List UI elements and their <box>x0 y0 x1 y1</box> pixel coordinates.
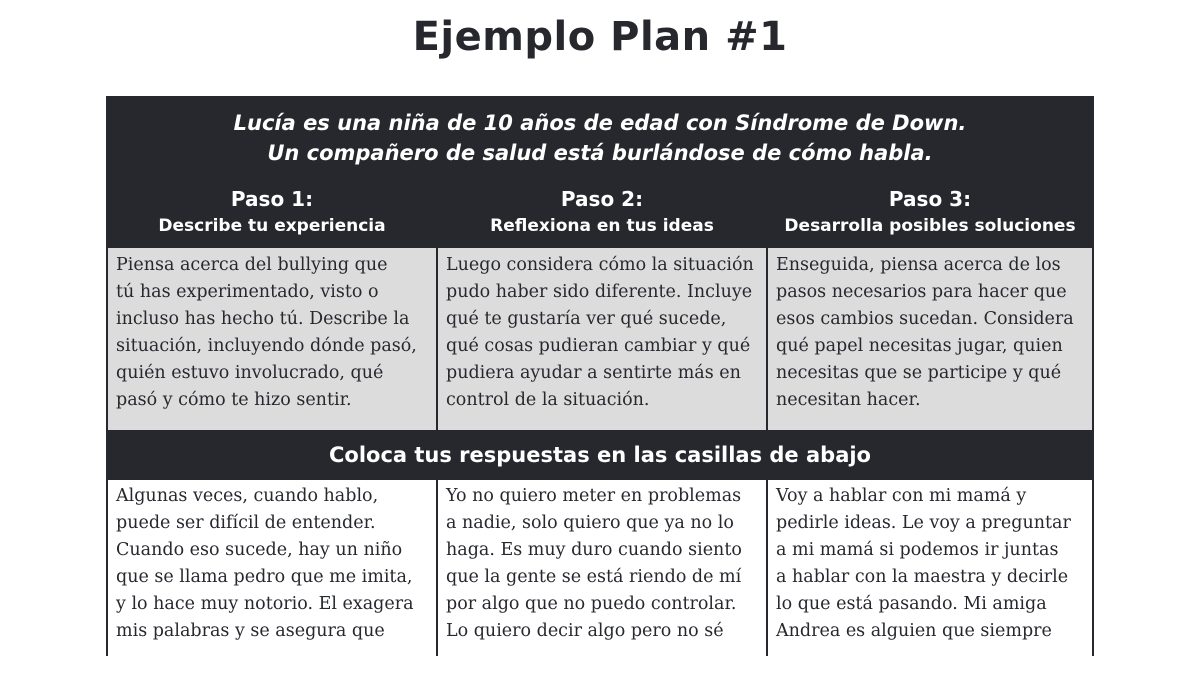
answer-line: Cuando eso sucede, hay un niño <box>116 540 403 560</box>
description-line: incluso has hecho tú. Describe la <box>116 309 410 329</box>
step-2-subtitle: Reflexiona en tus ideas <box>490 216 714 236</box>
answer-line: Yo no quiero meter en problemas <box>446 486 742 506</box>
answer-line: haga. Es muy duro cuando siento <box>446 540 742 560</box>
step-1-label: Paso 1: <box>230 187 314 211</box>
description-line: control de la situación. <box>446 390 650 410</box>
description-line: qué te gustaría ver qué sucede, <box>446 309 727 329</box>
scenario-header <box>108 98 1092 174</box>
answer-line: mis palabras y se asegura que <box>116 621 385 641</box>
step-1-answer <box>108 480 436 680</box>
description-line: pudiera ayudar a sentirte más en <box>446 363 741 383</box>
step-3-answer <box>768 480 1092 680</box>
answer-line: puede ser difícil de entender. <box>116 513 376 533</box>
answers-row <box>108 480 1092 680</box>
description-line: situación, incluyendo dónde pasó, <box>116 336 417 356</box>
answer-line: Lo quiero decir algo pero no sé <box>446 621 724 641</box>
answer-line: pedirle ideas. Le voy a preguntar <box>776 513 1071 533</box>
scenario-line: Un compañero de salud está burlándose de cómo habla. <box>267 141 933 165</box>
description-line: tú has experimentado, visto o <box>116 282 379 302</box>
step-1-header <box>108 176 436 246</box>
description-line: necesitan hacer. <box>776 390 921 410</box>
description-line: Luego considera cómo la situación <box>446 255 754 275</box>
step-2-answer <box>438 480 766 680</box>
answer-line: a mi mamá si podemos ir juntas <box>776 540 1059 560</box>
answer-line: por algo que no puedo controlar. <box>446 594 737 614</box>
answer-line: Voy a hablar con mi mamá y <box>776 486 1027 506</box>
description-line: pasó y cómo te hizo sentir. <box>116 390 352 410</box>
description-line: quién estuvo involucrado, qué <box>116 363 384 383</box>
plan-table <box>106 96 1094 656</box>
answer-line: que la gente se está riendo de mí <box>446 567 742 587</box>
step-headers-row <box>108 176 1092 246</box>
answer-line: que se llama pedro que me imita, <box>116 567 413 587</box>
description-line: qué cosas pudieran cambiar y qué <box>446 336 751 356</box>
step-3-header <box>768 176 1092 246</box>
description-line: pasos necesarios para hacer que <box>776 282 1067 302</box>
step-3-description <box>768 248 1092 430</box>
description-line: pudo haber sido diferente. Incluye <box>446 282 753 302</box>
instruction-banner: Coloca tus respuestas en las casillas de abajo <box>108 432 1092 478</box>
answer-line: Andrea es alguien que siempre <box>776 621 1052 641</box>
answer-line: a hablar con la maestra y decirle <box>776 567 1069 587</box>
answer-line: a nadie, solo quiero que ya no lo <box>446 513 734 533</box>
answer-line: y lo hace muy notorio. El exagera <box>116 594 414 614</box>
description-line: Enseguida, piensa acerca de los <box>776 255 1061 275</box>
step-3-label: Paso 3: <box>888 187 972 211</box>
step-2-header <box>438 176 766 246</box>
step-2-label: Paso 2: <box>560 187 644 211</box>
step-1-subtitle: Describe tu experiencia <box>158 216 386 236</box>
step-2-description <box>438 248 766 430</box>
description-line: Piensa acerca del bullying que <box>116 255 388 275</box>
step-descriptions-row <box>108 248 1092 430</box>
answer-line: lo que está pasando. Mi amiga <box>776 594 1047 614</box>
scenario-line: Lucía es una niña de 10 años de edad con Síndrome de Down. <box>233 111 967 135</box>
step-1-description <box>108 248 436 430</box>
description-line: esos cambios sucedan. Considera <box>776 309 1074 329</box>
description-line: qué papel necesitas jugar, quien <box>776 336 1063 356</box>
page-title: Ejemplo Plan #1 <box>412 14 788 60</box>
step-3-subtitle: Desarrolla posibles soluciones <box>784 216 1076 236</box>
answer-line: Algunas veces, cuando hablo, <box>116 486 379 506</box>
description-line: necesitas que se participe y qué <box>776 363 1062 383</box>
